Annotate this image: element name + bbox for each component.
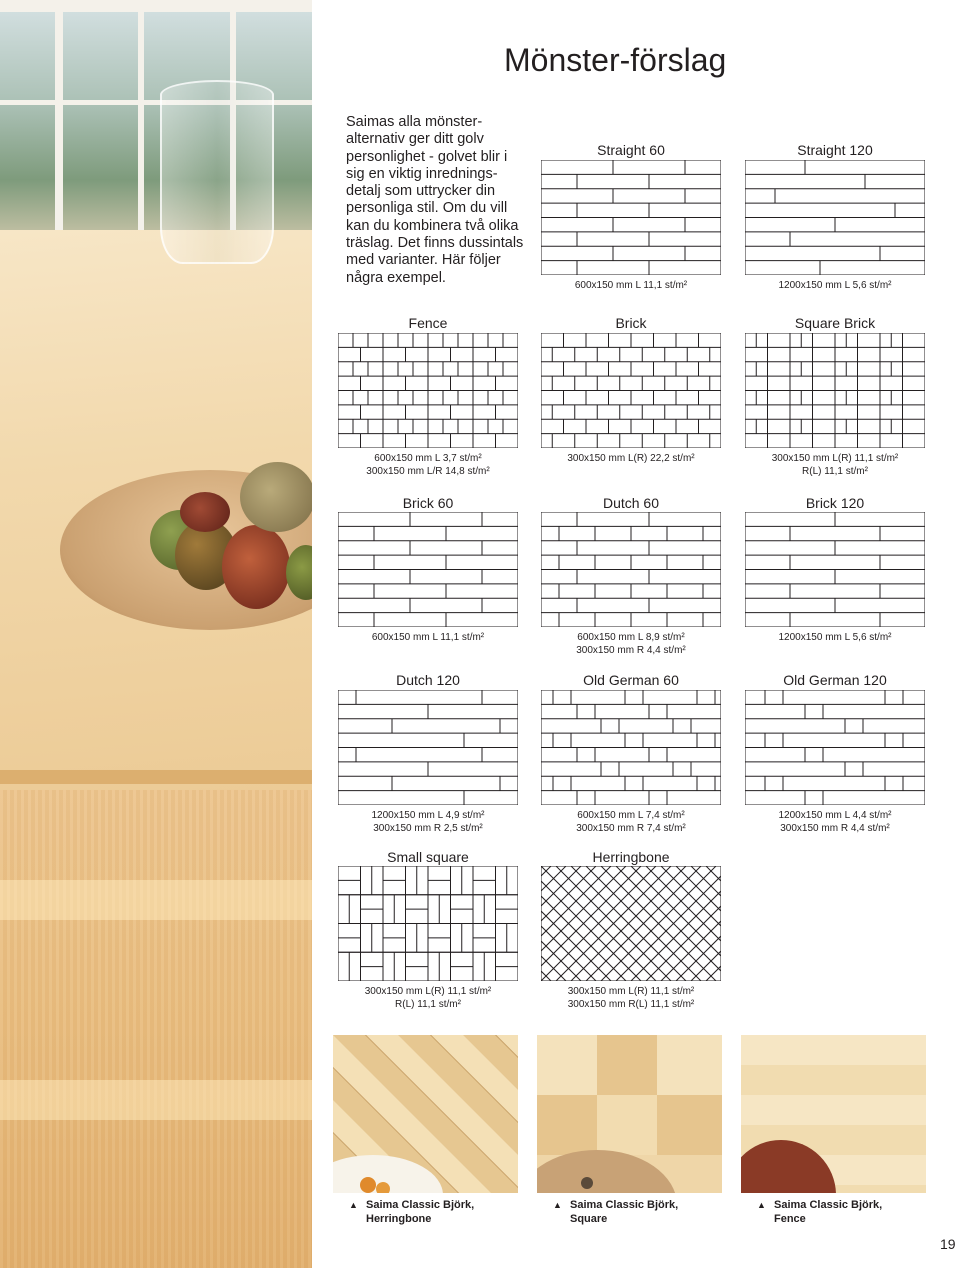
pattern-name-straight-60: Straight 60 xyxy=(597,142,665,158)
pattern-diagram-straight-120 xyxy=(745,160,925,275)
triangle-up-icon: ▲ xyxy=(553,1200,562,1210)
pattern-name-dutch-60: Dutch 60 xyxy=(602,495,660,511)
pattern-diagram-brick-120 xyxy=(745,512,925,627)
pattern-name-dutch-120: Dutch 120 xyxy=(396,672,460,688)
kitchen-photo xyxy=(0,0,312,1268)
pattern-spec-dutch-120: 1200x150 mm L 4,9 st/m² 300x150 mm R 2,5 st/m² xyxy=(371,810,485,834)
pattern-name-old-german-120: Old German 120 xyxy=(783,672,887,688)
pattern-spec-old-german-60: 600x150 mm L 7,4 st/m² 300x150 mm R 7,4 st/m² xyxy=(576,810,686,834)
pattern-diagram-brick-60 xyxy=(338,512,518,627)
page-title: Mönster-förslag xyxy=(504,42,727,78)
pattern-diagram-old-german-120 xyxy=(745,690,925,805)
pattern-name-herringbone: Herringbone xyxy=(592,849,670,865)
pattern-name-brick-120: Brick 120 xyxy=(805,495,865,511)
pattern-diagram-small-square xyxy=(338,866,518,981)
pattern-spec-herringbone: 300x150 mm L(R) 11,1 st/m² 300x150 mm R(L) 11,1 st/m² xyxy=(567,986,695,1010)
pattern-spec-straight-120: 1200x150 mm L 5,6 st/m² xyxy=(778,280,892,291)
pattern-spec-small-square: 300x150 mm L(R) 11,1 st/m² R(L) 11,1 st/m² xyxy=(364,986,492,1010)
pattern-spec-square-brick: 300x150 mm L(R) 11,1 st/m² R(L) 11,1 st/m² xyxy=(771,453,899,477)
pattern-name-fence: Fence xyxy=(408,315,448,331)
page-number: 19 xyxy=(940,1236,956,1252)
pattern-diagram-dutch-60 xyxy=(541,512,721,627)
herringbone-sample-photo xyxy=(333,1035,518,1193)
pattern-name-small-square: Small square xyxy=(387,849,469,865)
pattern-spec-straight-60: 600x150 mm L 11,1 st/m² xyxy=(574,280,688,291)
pattern-spec-old-german-120: 1200x150 mm L 4,4 st/m² 300x150 mm R 4,4 st/m² xyxy=(778,810,892,834)
pattern-diagram-square-brick xyxy=(745,333,925,448)
pattern-name-old-german-60: Old German 60 xyxy=(583,672,679,688)
fence-sample-photo xyxy=(741,1035,926,1193)
pattern-diagram-fence xyxy=(338,333,518,448)
triangle-up-icon: ▲ xyxy=(757,1200,766,1210)
pattern-spec-fence: 600x150 mm L 3,7 st/m² 300x150 mm L/R 14,8 st/m² xyxy=(366,453,490,477)
pattern-diagram-brick xyxy=(541,333,721,448)
intro-text: Saimas alla mönster-alternativ ger ditt golv personlighet - golvet blir i sig en viktig inrednings-detalj som uttrycker din personliga stil. Om du vill kan du kombinera två olika träslag. Det finns dussintals med varianter. Här följer några exempel. xyxy=(346,114,524,286)
pattern-diagram-straight-60 xyxy=(541,160,721,275)
pattern-diagram-dutch-120 xyxy=(338,690,518,805)
pattern-name-brick-60: Brick 60 xyxy=(402,495,454,511)
pattern-name-square-brick: Square Brick xyxy=(794,315,876,331)
pattern-name-brick: Brick xyxy=(615,315,647,331)
pattern-name-straight-120: Straight 120 xyxy=(797,142,873,158)
pattern-spec-brick: 300x150 mm L(R) 22,2 st/m² xyxy=(567,453,695,464)
triangle-up-icon: ▲ xyxy=(349,1200,358,1210)
pattern-spec-dutch-60: 600x150 mm L 8,9 st/m² 300x150 mm R 4,4 st/m² xyxy=(576,632,686,656)
pattern-spec-brick-60: 600x150 mm L 11,1 st/m² xyxy=(371,632,485,643)
pattern-diagram-old-german-60 xyxy=(541,690,721,805)
pattern-spec-brick-120: 1200x150 mm L 5,6 st/m² xyxy=(778,632,892,643)
square-sample-photo xyxy=(537,1035,722,1193)
glass-vase xyxy=(160,80,274,264)
pattern-diagram-herringbone xyxy=(541,866,721,981)
